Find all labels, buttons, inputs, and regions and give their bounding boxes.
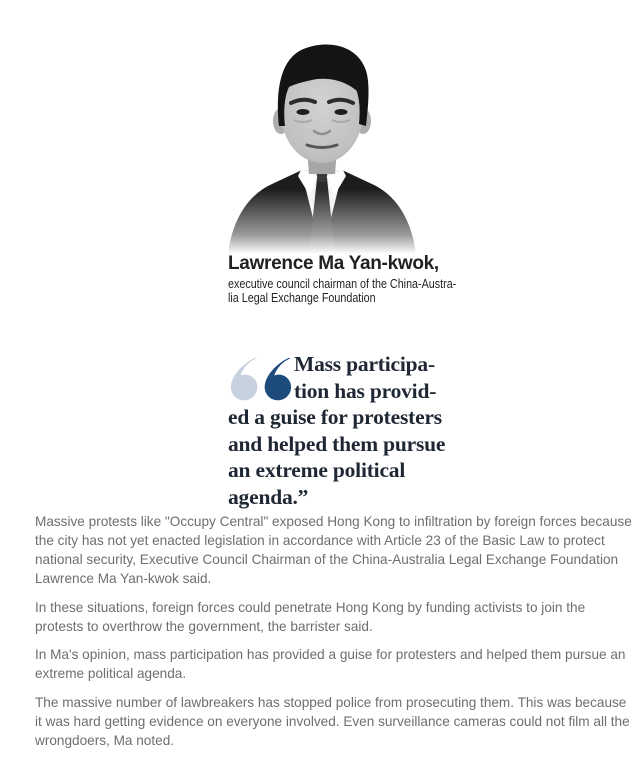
- article-paragraph: In Ma's opinion, mass participation has provided a guise for protesters and helped them pursue an extreme political agenda.: [35, 647, 626, 681]
- quote-line: tion has provid-: [294, 378, 437, 403]
- person-name: Lawrence Ma Yan-kwok,: [228, 253, 439, 274]
- portrait-photo: [222, 24, 422, 254]
- article-paragraph: Massive protests like "Occupy Central" exposed Hong Kong to infiltration by foreign forces because the city has not yet enacted legislation in accordance with Article 23 of the Basic Law to protect national security, Executive Council Chairman of the China-Australia Legal Exchange Foundation Lawrence Ma Yan-kwok said.: [35, 514, 632, 586]
- quote-line: and helped them pursue: [228, 431, 446, 456]
- quote-line: agenda.”: [228, 484, 309, 509]
- opening-quote-marks-icon: [228, 354, 294, 404]
- person-role: [228, 278, 468, 305]
- article-paragraph: The massive number of lawbreakers has stopped police from prosecuting them. This was because it was hard getting evidence on everyone involved. Even surveillance cameras could not film all the wrongdoers, Ma noted.: [35, 694, 630, 748]
- quote-line: ed a guise for protesters: [228, 405, 442, 429]
- person-role-line-1: executive council chairman of the China-Austra-: [228, 277, 457, 291]
- person-role-line-2: lia Legal Exchange Foundation: [228, 290, 376, 305]
- pull-quote: [228, 351, 493, 510]
- pull-quote-indented-text: [294, 351, 436, 404]
- article-body: [35, 512, 635, 759]
- quote-line: an extreme political: [228, 458, 406, 482]
- portrait-illustration: [222, 24, 422, 254]
- pull-quote-first-lines: [228, 351, 493, 404]
- quote-line: Mass participa-: [294, 352, 435, 376]
- article-paragraph: In these situations, foreign forces could penetrate Hong Kong by funding activists to join the protests to overthrow the government, the barrister said.: [35, 599, 586, 634]
- portrait-caption: [228, 252, 468, 305]
